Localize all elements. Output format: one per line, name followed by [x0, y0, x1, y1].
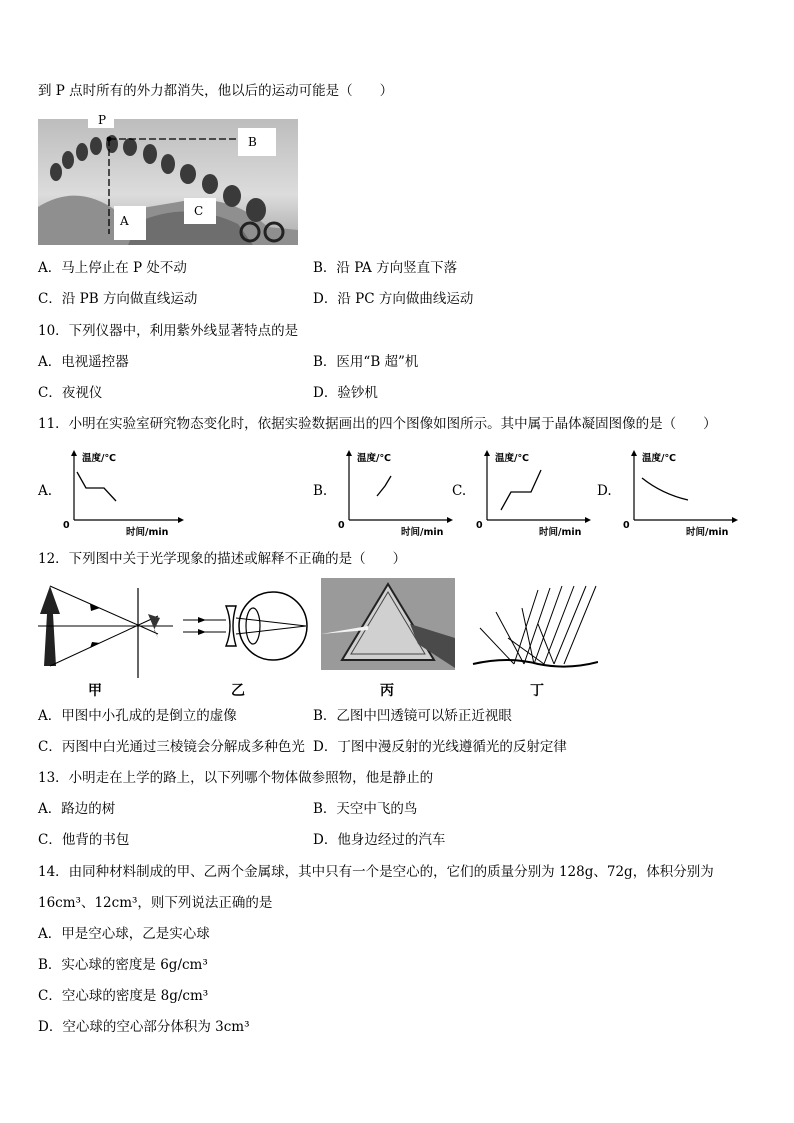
- q10-stem: 10．下列仪器中，利用紫外线显著特点的是: [38, 323, 299, 339]
- graph-d-origin: 0: [623, 520, 630, 531]
- q14-option-c: C．空心球的密度是 8g/cm³: [38, 988, 209, 1004]
- q9-option-d: D．沿 PC 方向做曲线运动: [313, 291, 474, 307]
- graph-b-xlabel: 时间/min: [401, 527, 444, 538]
- q10-option-a: A．电视遥控器: [38, 354, 129, 370]
- graph-c-xlabel: 时间/min: [539, 527, 582, 538]
- optics-figures: [38, 578, 598, 703]
- fig-ding-label: 丁: [530, 683, 544, 699]
- graph-b-letter: B.: [313, 483, 328, 499]
- q13-stem: 13．小明走在上学的路上，以下列哪个物体做参照物，他是静止的: [38, 770, 434, 786]
- graph-c-ylabel: 温度/℃: [495, 453, 529, 464]
- q10-option-b: B．医用“B 超”机: [313, 354, 419, 370]
- pinhole-diagram: [38, 586, 173, 678]
- q14-stem-line2: 16cm³、12cm³，则下列说法正确的是: [38, 895, 273, 911]
- motorcycle-jump-figure: [38, 112, 298, 245]
- graph-a-xlabel: 时间/min: [126, 527, 169, 538]
- myopia-lens-diagram: [183, 592, 307, 660]
- q13-option-c: C．他背的书包: [38, 832, 130, 848]
- fig-jia-label: 甲: [88, 683, 102, 699]
- q11-stem: 11．小明在实验室研究物态变化时，依据实验数据画出的四个图像如图所示。其中属于晶体凝固图像的是（ ）: [38, 416, 717, 432]
- q12-option-a: A．甲图中小孔成的是倒立的虚像: [38, 708, 237, 724]
- q12-option-c: C．丙图中白光通过三棱镜会分解成多种色光: [38, 739, 305, 755]
- q13-option-b: B．天空中飞的鸟: [313, 801, 418, 817]
- graph-b-ylabel: 温度/℃: [357, 453, 391, 464]
- diffuse-reflection-diagram: [473, 586, 598, 667]
- point-c-label: C: [194, 204, 204, 218]
- q13-option-a: A．路边的树: [38, 801, 116, 817]
- graph-a-ylabel: 温度/℃: [82, 453, 116, 464]
- graph-a-letter: A.: [38, 483, 53, 499]
- graph-b-origin: 0: [338, 520, 345, 531]
- graph-d-letter: D.: [597, 483, 612, 499]
- q12-option-b: B．乙图中凹透镜可以矫正近视眼: [313, 708, 512, 724]
- point-a-label: A: [120, 214, 129, 228]
- point-p-label: P: [98, 113, 107, 127]
- graph-a: [60, 448, 190, 538]
- graph-d: [620, 448, 745, 538]
- q12-stem: 12．下列图中关于光学现象的描述或解释不正确的是（ ）: [38, 551, 407, 567]
- q10-option-d: D．验钞机: [313, 385, 378, 401]
- q9-stem: 到 P 点时所有的外力都消失，他以后的运动可能是（ ）: [38, 83, 394, 99]
- graph-b: [335, 448, 460, 538]
- graph-d-xlabel: 时间/min: [686, 527, 729, 538]
- q13-option-d: D．他身边经过的汽车: [313, 832, 446, 848]
- q9-option-a: A．马上停止在 P 处不动: [38, 260, 187, 276]
- graph-d-ylabel: 温度/℃: [642, 453, 676, 464]
- prism-diagram: [321, 578, 455, 670]
- graph-a-origin: 0: [63, 520, 70, 531]
- q10-option-c: C．夜视仪: [38, 385, 103, 401]
- q14-stem-line1: 14．由同种材料制成的甲、乙两个金属球，其中只有一个是空心的，它们的质量分别为 128g、72g，体积分别为: [38, 864, 714, 880]
- q12-option-d: D．丁图中漫反射的光线遵循光的反射定律: [313, 739, 567, 755]
- q14-option-d: D．空心球的空心部分体积为 3cm³: [38, 1019, 250, 1035]
- fig-bing-label: 丙: [380, 683, 394, 699]
- q14-option-a: A．甲是空心球，乙是实心球: [38, 926, 210, 942]
- q9-option-c: C．沿 PB 方向做直线运动: [38, 291, 198, 307]
- fig-yi-label: 乙: [231, 683, 245, 699]
- q14-option-b: B．实心球的密度是 6g/cm³: [38, 957, 208, 973]
- q9-option-b: B．沿 PA 方向竖直下落: [313, 260, 458, 276]
- graph-c-letter: C.: [452, 483, 467, 499]
- graph-c: [473, 448, 598, 538]
- graph-c-origin: 0: [476, 520, 483, 531]
- point-b-label: B: [248, 135, 257, 149]
